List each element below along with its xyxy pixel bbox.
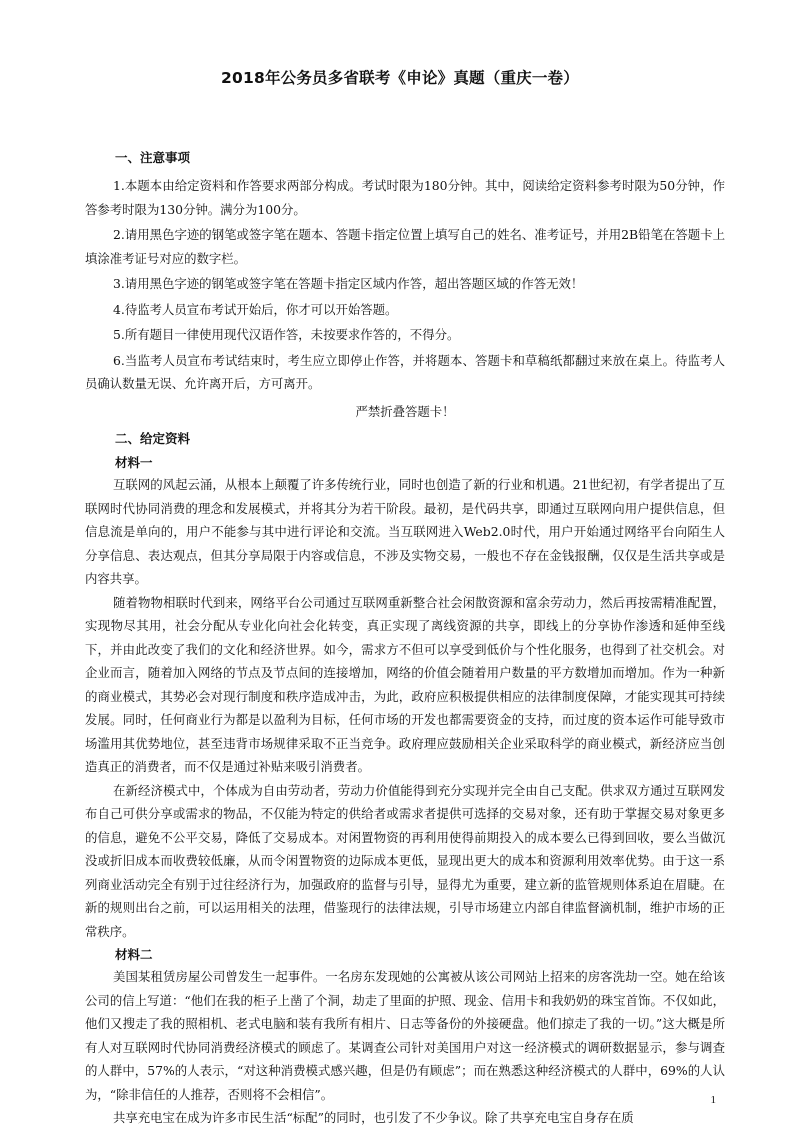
material-heading: 材料二 (115, 947, 153, 962)
notice-item: 5.所有题目一律使用现代汉语作答，未按要求作答的，不得分。 (113, 327, 460, 342)
material-paragraph: 在新经济模式中，个体成为自由劳动者，劳动力价值能得到充分实现并完全由自己支配。供求双方通过互联网发布自己可供分享或需求的物品，不仅能为特定的供给者或需求者提供可选择的交易对象，还有助于掌握交易对象更多的信息，避免不公平交易，降低了交易成本。对闲置物资的再利用使得前期投入的成本要么已得到回收，要么当做沉没或折旧成本而收费较低廉，从而令闲置物资的边际成本更低，显现出更大的成本和资源利用效率优势。由于这一系列商业活动完全有别于过往经济行为，加强政府的监督与引导，显得尤为重要，建立新的监管规则体系迫在眉睫。在新的规则出台之前，可以运用相关的法理，借鉴现行的法律法规，引导市场建立内部自律监督滴机制，维护市场的正常秩序。 (85, 782, 725, 939)
page-number: 1 (710, 1094, 716, 1106)
notice-item: 2.请用黑色字迹的钢笔或签字笔在题本、答题卡指定位置上填写自己的姓名、准考证号，并用2B铅笔在答题卡上填涂准考证号对应的数字栏。 (85, 227, 725, 266)
section-heading-notes: 一、注意事项 (115, 150, 191, 165)
notice-item: 6.当监考人员宣布考试结束时，考生应立即停止作答，并将题本、答题卡和草稿纸都翻过来放在桌上。待监考人员确认数量无误、允许离开后，方可离开。 (85, 352, 725, 391)
material-paragraph: 美国某租赁房屋公司曾发生一起事件。一名房东发现她的公寓被从该公司网站上招来的房客洗劫一空。她在给该公司的信上写道：“他们在我的柜子上凿了个洞，劫走了里面的护照、现金、信用卡和我奶奶的珠宝首饰。不仅如此，他们又搜走了我的照相机、老式电脑和装有我所有相片、日志等备份的外接硬盘。他们掠走了我的一切。”这大概是所有人对互联网时代协同消费经济模式的顾虑了。某调查公司针对美国用户对这一经济模式的调研数据显示，参与调查的人群中，57%的人表示，“对这种消费模式感兴趣，但是仍有顾虑”；而在熟悉这种经济模式的人群中，69%的人认为，“除非信任的人推荐，否则将不会相信”。 (85, 969, 725, 1102)
no-folding-notice: 严禁折叠答题卡！ (355, 403, 455, 419)
material-heading: 材料一 (115, 455, 153, 470)
material-paragraph: 互联网的风起云涌，从根本上颠覆了许多传统行业，同时也创造了新的行业和机遇。21世纪初，有学者提出了互联网时代协同消费的理念和发展模式，并将其分为若干阶段。最初，是代码共享，即通过互联网向用户提供信息，但信息流是单向的，用户不能参与其中进行评论和交流。当互联网进入Web2.0时代，用户开始通过网络平台向陌生人分享信息、表达观点，但其分享局限于内容或信息，不涉及实物交易，一般也不存在金钱报酬，仅仅是生活共享或是内容共享。 (85, 477, 725, 586)
notice-item: 1.本题本由给定资料和作答要求两部分构成。考试时限为180分钟。其中，阅读给定资料参考时限为50分钟，作答参考时限为130分钟。满分为100分。 (85, 178, 725, 217)
section-heading-materials: 二、给定资料 (115, 431, 191, 446)
notice-item: 3.请用黑色字迹的钢笔或签字笔在答题卡指定区域内作答，超出答题区域的作答无效！ (113, 276, 584, 291)
notice-item: 4.待监考人员宣布考试开始后，你才可以开始答题。 (113, 301, 398, 317)
page-title: 2018年公务员多省联考《申论》真题（重庆一卷） (221, 69, 579, 87)
document-body (85, 148, 725, 1130)
material-paragraph: 共享充电宝在成为许多市民生活“标配”的同时，也引发了不少争议。除了共享充电宝自身存在质 (113, 1110, 634, 1125)
material-paragraph: 随着物物相联时代到来，网络平台公司通过互联网重新整合社会闲散资源和富余劳动力，然后再按需精准配置，实现物尽其用，社会分配从专业化向社会化转变，真正实现了离线资源的共享，即线上的分享协作渗透和延伸至线下，并由此改变了我们的文化和经济世界。如今，需求方不但可以享受到低价与个性化服务，也得到了社交机会。对企业而言，随着加入网络的节点及节点间的连接增加，网络的价值会随着用户数量的平方数增加而增加。作为一种新的商业模式，其势必会对现行制度和秩序造成冲击，为此，政府应积极提供相应的法律制度保障，才能实现其可持续发展。同时，任何商业行为都是以盈利为目标，任何市场的开发也都需要资金的支持，而过度的资本运作可能导致市场滥用其优势地位，甚至违背市场规律采取不正当竞争。政府理应鼓励相关企业采取科学的商业模式，新经济应当创造真正的消费者，而不仅是通过补贴来吸引消费者。 (85, 594, 725, 774)
